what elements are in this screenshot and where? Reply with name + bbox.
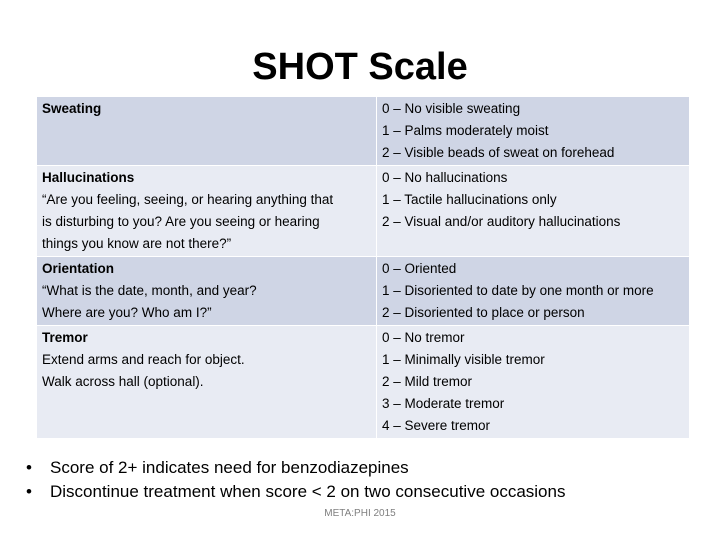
table-row-sweating — [37, 97, 690, 166]
criterion-description-line: “What is the date, month, and year? — [42, 283, 257, 298]
table-row-orientation — [37, 257, 690, 326]
notes-bullet-list — [26, 456, 565, 504]
criterion-cell — [37, 326, 377, 439]
score-line: 0 – No tremor — [382, 330, 465, 345]
criterion-description-line: “Are you feeling, seeing, or hearing anything that — [42, 192, 334, 207]
criterion-description-line: Where are you? Who am I?” — [42, 305, 212, 320]
score-line: 2 – Visible beads of sweat on forehead — [382, 145, 615, 160]
criterion-name: Orientation — [42, 261, 115, 276]
criterion-description-line: Extend arms and reach for object. — [42, 352, 245, 367]
criterion-description-line: things you know are not there?” — [42, 236, 232, 251]
score-line: 1 – Disoriented to date by one month or more — [382, 283, 654, 298]
criterion-name: Tremor — [42, 330, 88, 345]
score-line: 1 – Minimally visible tremor — [382, 352, 545, 367]
shot-scale-table — [36, 96, 690, 439]
score-line: 0 – No visible sweating — [382, 101, 521, 116]
bullet-item — [26, 480, 565, 504]
score-cell — [377, 326, 690, 439]
criterion-description-line: Walk across hall (optional). — [42, 374, 204, 389]
bullet-item — [26, 456, 565, 480]
criterion-name: Hallucinations — [42, 170, 135, 185]
footer-credit: META:PHI 2015 — [324, 508, 396, 519]
bullet-text: Score of 2+ indicates need for benzodiazepines — [50, 458, 409, 477]
score-line: 1 – Tactile hallucinations only — [382, 192, 557, 207]
score-cell — [377, 257, 690, 326]
table-row-tremor — [37, 326, 690, 439]
score-line: 4 – Severe tremor — [382, 418, 491, 433]
score-cell — [377, 166, 690, 257]
score-line: 3 – Moderate tremor — [382, 396, 505, 411]
slide-title: SHOT Scale — [252, 46, 468, 88]
criterion-name: Sweating — [42, 101, 102, 116]
score-line: 2 – Mild tremor — [382, 374, 473, 389]
score-line: 0 – No hallucinations — [382, 170, 508, 185]
criterion-description-line: is disturbing to you? Are you seeing or hearing — [42, 214, 320, 229]
bullet-dot-icon: • — [26, 482, 32, 501]
table-row-hallucinations — [37, 166, 690, 257]
bullet-dot-icon: • — [26, 458, 32, 477]
score-cell — [377, 97, 690, 166]
score-line: 2 – Disoriented to place or person — [382, 305, 585, 320]
score-line: 1 – Palms moderately moist — [382, 123, 549, 138]
score-line: 2 – Visual and/or auditory hallucinations — [382, 214, 621, 229]
criterion-cell — [37, 97, 377, 166]
score-line: 0 – Oriented — [382, 261, 457, 276]
criterion-cell — [37, 166, 377, 257]
bullet-text: Discontinue treatment when score < 2 on two consecutive occasions — [50, 482, 566, 501]
criterion-cell — [37, 257, 377, 326]
